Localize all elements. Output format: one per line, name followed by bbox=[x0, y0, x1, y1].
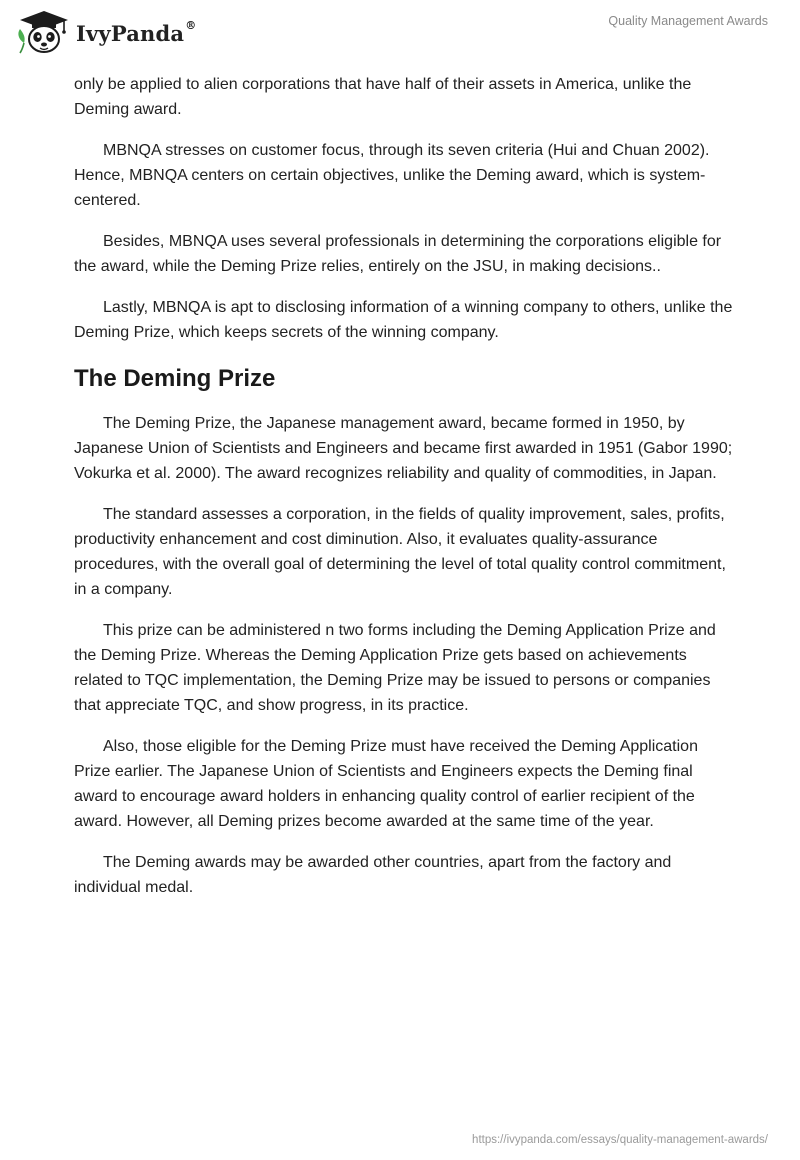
paragraph-continued: only be applied to alien corporations that have half of their assets in America, unlike the Deming award. bbox=[74, 76, 692, 118]
paragraph: Also, those eligible for the Deming Prize must have received the Deming Application Prize earlier. The Japanese Union of Scientists and Engineers expects the Deming final award to encourage award holders in enhancing quality control of earlier recipient of the award. However, all Deming prizes become awarded at the same time of the year. bbox=[74, 738, 698, 830]
document-title: Quality Management Awards bbox=[608, 14, 768, 28]
paragraph: Lastly, MBNQA is apt to disclosing information of a winning company to others, unlike the Deming Prize, which keeps secrets of the winning company. bbox=[74, 299, 733, 341]
paragraph: The standard assesses a corporation, in the fields of quality improvement, sales, profits, productivity enhancement and cost diminution. Also, it evaluates quality-assurance procedures, with the overall goal of determining the level of total quality control commitment, in a company. bbox=[74, 506, 726, 598]
page-header bbox=[0, 0, 800, 64]
paragraph: MBNQA stresses on customer focus, through its seven criteria (Hui and Chuan 2002). Hence, MBNQA centers on certain objectives, unlike the Deming award, which is system-centered. bbox=[74, 142, 710, 209]
brand-name: IvyPanda® bbox=[76, 18, 197, 46]
panda-graduate-icon bbox=[14, 9, 74, 55]
paragraph: This prize can be administered n two forms including the Deming Application Prize and the Deming Prize. Whereas the Deming Application Prize gets based on achievements related to TQC implementation, the Deming Prize may be issued to persons or companies that appreciate TQC, and show progress, in its practice. bbox=[74, 622, 716, 714]
ivypanda-logo[interactable] bbox=[14, 9, 196, 55]
paragraph: The Deming Prize, the Japanese management award, became formed in 1950, by Japanese Union of Scientists and Engineers and became first awarded in 1951 (Gabor 1990; Vokurka et al. 2000). The award recognizes reliability and quality of commodities, in Japan. bbox=[74, 415, 733, 482]
section-heading: The Deming Prize bbox=[74, 365, 276, 392]
paragraph: Besides, MBNQA uses several professionals in determining the corporations eligible for the award, while the Deming Prize relies, entirely on the JSU, in making decisions.. bbox=[74, 233, 722, 275]
paragraph: The Deming awards may be awarded other countries, apart from the factory and individual medal. bbox=[74, 854, 672, 896]
essay-body bbox=[74, 72, 734, 916]
source-url-link[interactable]: https://ivypanda.com/essays/quality-management-awards/ bbox=[472, 1134, 768, 1146]
